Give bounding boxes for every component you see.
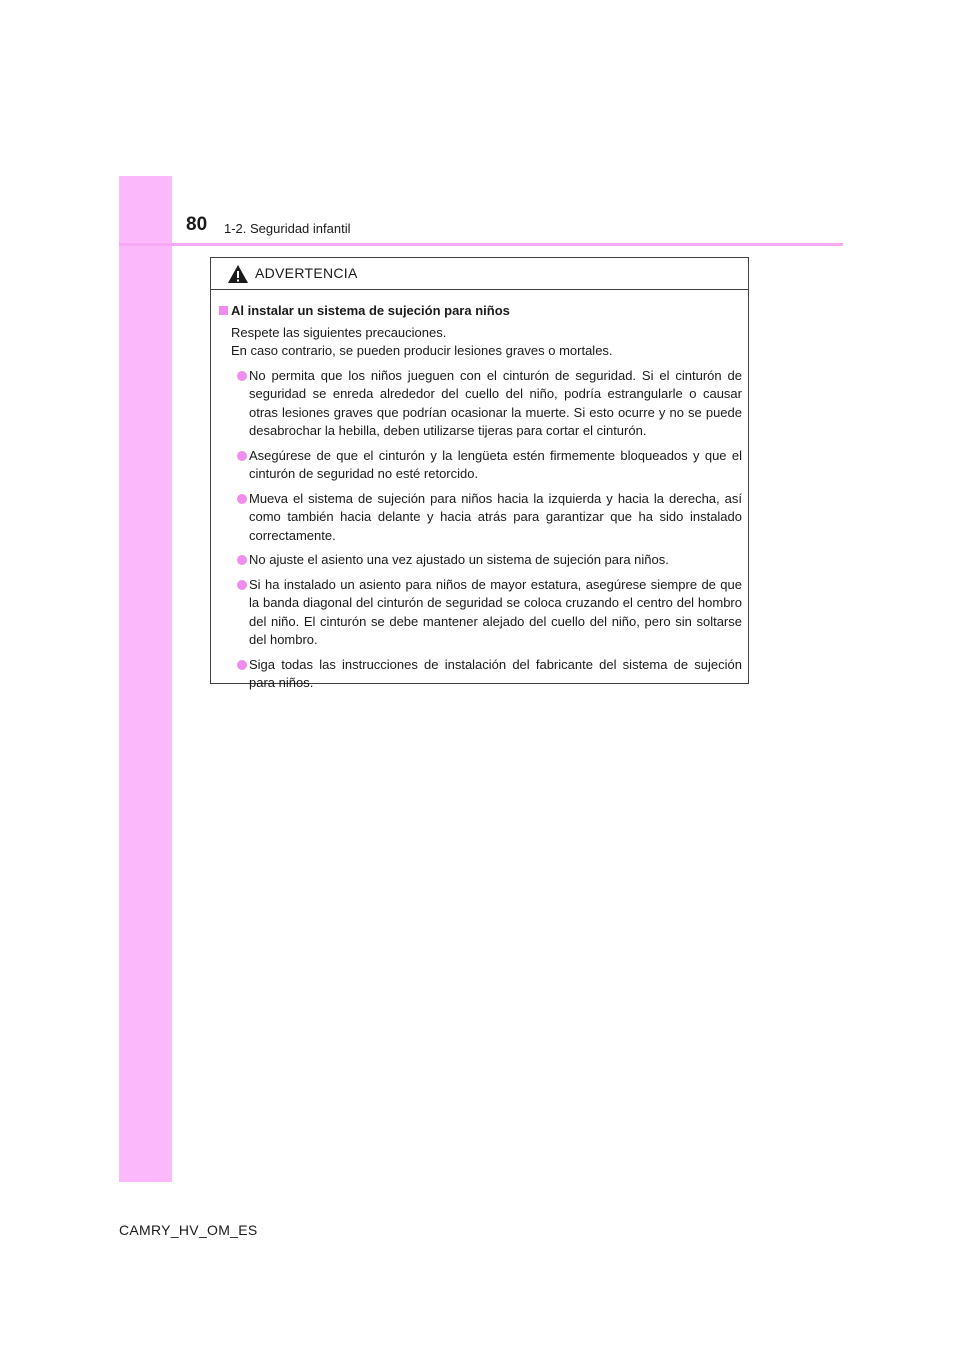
bullet-dot-icon (237, 580, 247, 590)
intro-line-1: Respete las siguientes precauciones. (231, 324, 447, 340)
intro-line-2: En caso contrario, se pueden producir lesiones graves o mortales. (231, 343, 613, 358)
warning-body (211, 290, 748, 693)
warning-header (211, 258, 748, 290)
list-item (239, 490, 742, 546)
page-number: 80 (186, 214, 208, 235)
list-item-text: No ajuste el asiento una vez ajustado un sistema de sujeción para niños. (249, 552, 669, 567)
header-rule (119, 243, 843, 246)
precaution-list (219, 367, 742, 693)
list-item (239, 367, 742, 441)
list-item-text: Mueva el sistema de sujeción para niños hacia la izquierda y hacia la derecha, así como también hacia delante y hacia atrás para garantizar que ha sido instalado correctamente. (249, 490, 742, 543)
list-item (239, 447, 742, 484)
list-item (239, 551, 742, 570)
bullet-dot-icon (237, 451, 247, 461)
topic-heading (219, 302, 742, 321)
list-item-text: No permita que los niños jueguen con el cinturón de seguridad. Si el cinturón de seguridad se enreda alrededor del cuello del niño, podría estrangularle o causar otras lesiones graves que podrían ocasionar la muerte. Si esto ocurre y no se puede desabrochar la hebilla, deben utilizarse tijeras para cortar el cinturón. (249, 367, 742, 438)
warning-title: ADVERTENCIA (255, 265, 358, 281)
footer-code: CAMRY_HV_OM_ES (119, 1222, 258, 1238)
list-item (239, 656, 742, 693)
list-item-text: Si ha instalado un asiento para niños de mayor estatura, asegúrese siempre de que la banda diagonal del cinturón de seguridad se coloca cruzando el centro del hombro del niño. El cinturón se debe mantener alejado del cuello del niño, pero sin soltarse del hombro. (249, 576, 742, 647)
topic-text: Al instalar un sistema de sujeción para niños (231, 303, 510, 318)
warning-box (210, 257, 749, 690)
bullet-dot-icon (237, 555, 247, 565)
square-marker-icon (219, 306, 228, 315)
bullet-dot-icon (237, 371, 247, 381)
list-item-text: Siga todas las instrucciones de instalación del fabricante del sistema de sujeción para niños. (249, 656, 742, 690)
bullet-dot-icon (237, 660, 247, 670)
list-item (239, 576, 742, 650)
warning-triangle-icon (227, 264, 249, 284)
section-title: 1-2. Seguridad infantil (224, 221, 351, 236)
intro (219, 324, 742, 361)
side-bar (119, 176, 172, 1182)
bullet-dot-icon (237, 494, 247, 504)
list-item-text: Asegúrese de que el cinturón y la lengüeta estén firmemente bloqueados y que el cinturón de seguridad no esté retorcido. (249, 447, 742, 481)
